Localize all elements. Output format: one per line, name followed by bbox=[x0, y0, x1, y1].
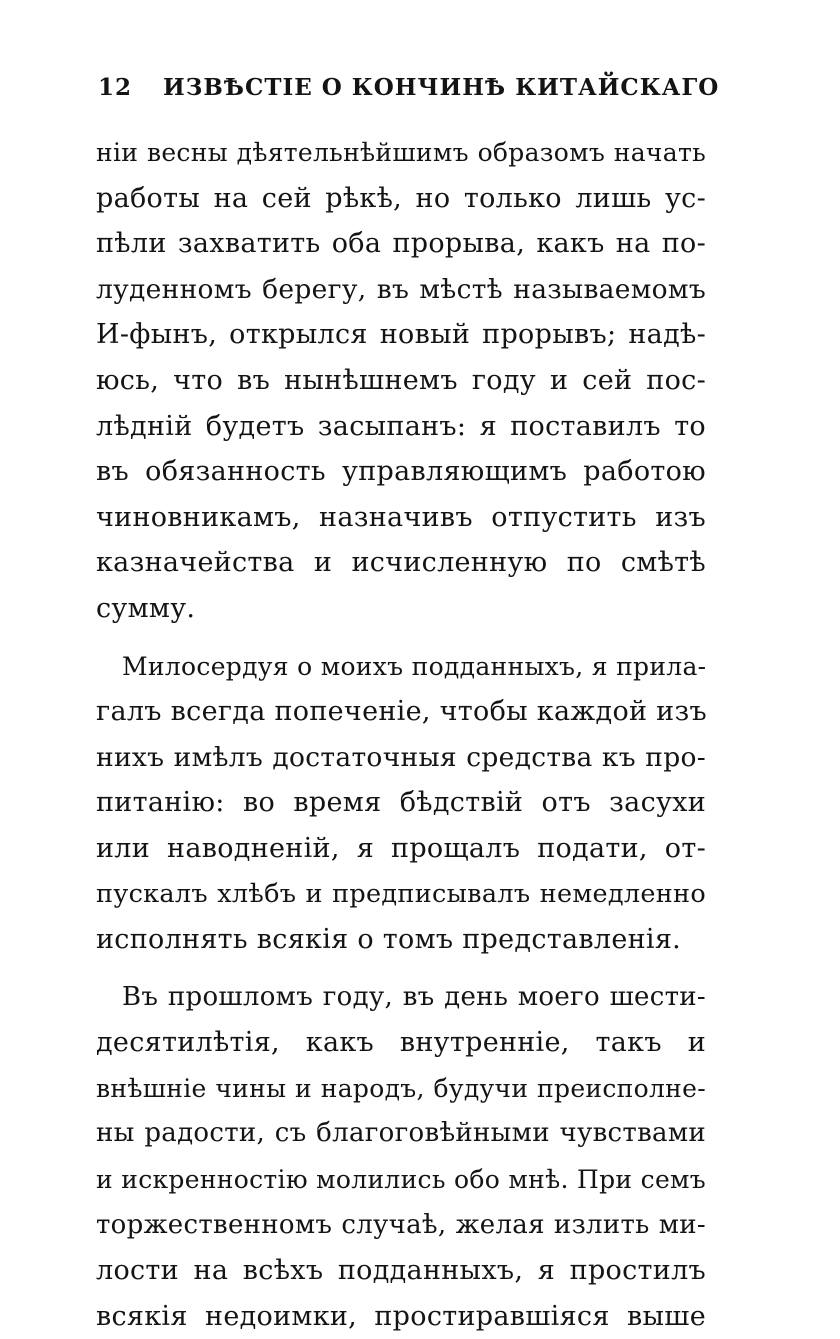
text-line: десятилѣтія, какъ внутренніе, такъ и bbox=[96, 1027, 706, 1059]
text-line: ніи весны дѣятельнѣйшимъ образомъ начать bbox=[96, 138, 706, 167]
text-line: луденномъ берегу, въ мѣстѣ называемомъ bbox=[96, 273, 706, 305]
text-line: Въ прошломъ году, въ день моего шести- bbox=[122, 981, 706, 1012]
paragraph-3 bbox=[96, 975, 706, 1339]
text-line: И-фынъ, открылся новый прорывъ; надѣ- bbox=[96, 319, 706, 351]
text-line: Милосердуя о моихъ подданныхъ, я прила- bbox=[122, 651, 707, 681]
text-line: внѣшніе чины и народъ, будучи преисполне- bbox=[96, 1073, 706, 1103]
running-title: ИЗВѢСТІЕ О КОНЧИНѢ КИТАЙСКАГО bbox=[163, 74, 720, 101]
text-line: всякія недоимки, простиравшіяся выше bbox=[96, 1300, 706, 1332]
text-line: работы на сей рѣкѣ, но только лишь ус- bbox=[96, 182, 706, 214]
text-line: нихъ имѣлъ достаточныя средства къ про- bbox=[96, 741, 706, 773]
text-line: пѣли захватить оба прорыва, какъ на по- bbox=[96, 228, 706, 260]
text-line: пускалъ хлѣбъ и предписывалъ немедленно bbox=[96, 878, 706, 909]
text-line: и искренностію молились обо мнѣ. При семъ bbox=[96, 1165, 706, 1195]
text-line: въ обязанность управляющимъ работою bbox=[96, 456, 706, 488]
text-line: питанію: во время бѣдствій отъ засухи bbox=[96, 787, 706, 819]
text-line: чиновникамъ, назначивъ отпустить изъ bbox=[96, 501, 706, 533]
text-line: или наводненій, я прощалъ подати, от- bbox=[96, 832, 706, 864]
text-line: юсь, что въ нынѣшнемъ году и сей пос- bbox=[96, 364, 706, 396]
page-number: 12 bbox=[98, 74, 133, 101]
text-line: казначейства и исчисленную по смѣтѣ bbox=[96, 547, 706, 579]
text-line: исполнять всякія о томъ представленія. bbox=[96, 924, 682, 956]
text-line: лѣдній будетъ засыпанъ: я поставилъ то bbox=[96, 410, 706, 442]
text-line: лости на всѣхъ подданныхъ, я простилъ bbox=[96, 1255, 706, 1287]
paragraph-1 bbox=[96, 130, 706, 632]
text-line: сумму. bbox=[96, 592, 196, 624]
page-header bbox=[98, 74, 728, 118]
body-text bbox=[96, 130, 706, 1339]
paragraph-2 bbox=[96, 644, 706, 963]
text-line: торжественномъ случаѣ, желая излить ми- bbox=[96, 1209, 706, 1240]
text-line: ны радости, съ благоговѣйными чувствами bbox=[96, 1118, 706, 1149]
text-line: галъ всегда попеченіе, чтобы каждой изъ bbox=[96, 696, 707, 728]
